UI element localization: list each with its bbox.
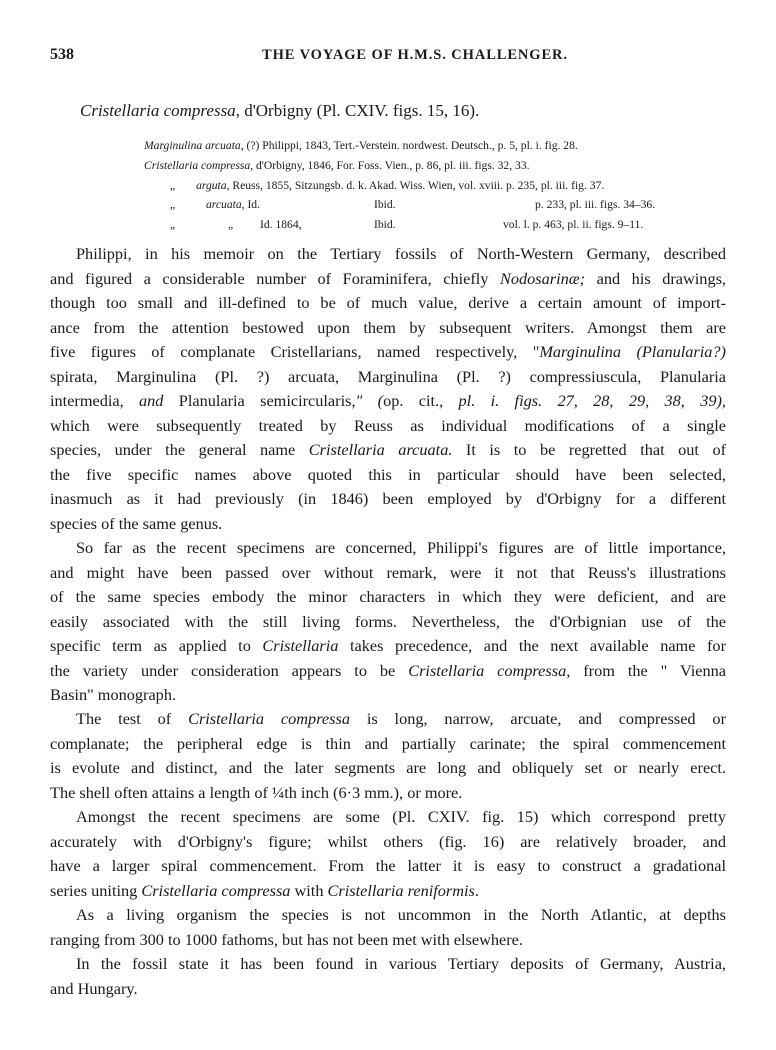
species-heading (80, 101, 479, 121)
text-line (50, 854, 726, 879)
text-line (50, 707, 726, 732)
text-run: intermedia, (50, 391, 124, 410)
ditto-mark: „ (228, 218, 234, 231)
synonym-name: Marginulina arcuata (144, 139, 241, 152)
synonym-citation: Id. 1864, (260, 218, 302, 231)
paragraph (50, 952, 726, 1001)
ibid-label: Ibid. (374, 218, 396, 231)
text-line (50, 903, 726, 928)
text-run: species of the same genus. (50, 513, 223, 533)
text-line (50, 805, 726, 830)
text-line (50, 267, 726, 292)
synonym-name: arguta (196, 179, 227, 192)
text-run: As a living organism the species is not uncommon in the North Atlantic, at depths (76, 905, 726, 924)
text-run: So far as the recent specimens are concerned, Philippi's figures are of little importance, (76, 538, 726, 557)
text-line (50, 732, 726, 757)
text-line (50, 561, 726, 586)
species-name: Cristellaria compressa (80, 101, 236, 120)
text-line (50, 340, 726, 365)
text-run: and Hungary. (50, 978, 138, 998)
text-run: is evolute and distinct, and the later segments are long and obliquely set or nearly erect. (50, 758, 726, 777)
ditto-mark: „ (170, 179, 176, 192)
synonym-citation: , Id. (241, 198, 260, 211)
text-run: The shell often attains a length of ¼th inch (6·3 mm.), or more. (50, 782, 463, 802)
text-run: with (290, 880, 328, 900)
italic-text: Cristellaria compressa (141, 880, 291, 900)
italic-text: Cristellaria compressa, (408, 660, 571, 680)
text-line (50, 756, 726, 781)
text-line (50, 634, 726, 659)
italic-text: Marginulina (Planularia?) (539, 342, 726, 361)
ditto-mark: „ (170, 198, 176, 211)
synonym-citation: , d'Orbigny, 1846, For. Foss. Vien., p. 86, pl. iii. figs. 32, 33. (250, 159, 530, 172)
text-line (50, 928, 726, 953)
synonym-entry (170, 198, 726, 214)
text-run: complanate; the peripheral edge is thin and partially carinate; the spiral commencement (50, 733, 726, 753)
text-line (50, 879, 726, 904)
text-run: Basin" monograph. (50, 685, 177, 704)
text-run: series uniting (50, 880, 142, 900)
text-line (50, 242, 726, 267)
text-run: op. cit. (383, 391, 440, 410)
paragraph (50, 903, 726, 952)
synonym-reference: p. 233, pl. iii. figs. 34–36. (535, 198, 656, 211)
text-line (50, 487, 726, 512)
text-line (50, 830, 726, 855)
text-run: have a larger spiral commencement. From the latter it is easy to construct a gradational (50, 856, 726, 875)
italic-text: and (123, 391, 179, 410)
text-run: five figures of complanate Cristellarians, named respectively, " (50, 342, 540, 361)
italic-text: Cristellaria reniformis (327, 880, 475, 900)
synonym-entry (170, 218, 726, 234)
synonym-citation: , Reuss, 1855, Sitzungsb. d. k. Akad. Wiss. Wien, vol. xviii. p. 235, pl. iii. fig. 37. (226, 179, 605, 192)
paragraph (50, 707, 726, 805)
italic-text: Cristellaria arcuata. (308, 440, 453, 459)
italic-text: , pl. i. figs. 27, 28, 29, 38, 39), (439, 391, 726, 410)
page-header (50, 46, 726, 68)
ibid-label: Ibid. (374, 198, 396, 211)
text-run: Planularia semicircularis, (178, 391, 356, 410)
text-run: which were subsequently treated by Reuss as individual modifications of a single (50, 415, 726, 435)
text-run: Philippi, in his memoir on the Tertiary fossils of North-Western Germany, described (76, 244, 726, 263)
synonym-entry (170, 179, 604, 192)
synonym-citation: , (?) Philippi, 1843, Tert.-Verstein. nordwest. Deutsch., p. 5, pl. i. fig. 28. (240, 139, 578, 152)
text-line (50, 659, 726, 684)
synonym-entry (144, 139, 578, 152)
text-run: species, under the general name (50, 440, 309, 459)
italic-text: " ( (355, 391, 384, 410)
text-run: inasmuch as it had previously (in 1846) been employed by d'Orbigny for a different (50, 489, 726, 508)
text-line (50, 389, 726, 414)
text-run: In the fossil state it has been found in various Tertiary deposits of Germany, Austria, (76, 954, 726, 973)
page-number: 538 (50, 46, 74, 63)
text-run: of the same species embody the minor characters in which they were deficient, and are (50, 587, 726, 606)
text-run: specific term as applied to (50, 636, 263, 655)
text-line (50, 536, 726, 561)
italic-text: Cristellaria compressa (188, 709, 350, 728)
text-line (50, 365, 726, 390)
text-run: spirata, Marginulina (Pl. ?) arcuata, Marginulina (Pl. ?) compressiuscula, Planularia (50, 366, 726, 386)
text-run: accurately with d'Orbigny's figure; whilst others (fig. 16) are relatively broader, and (50, 831, 726, 851)
text-run: Amongst the recent specimens are some (Pl. CXIV. fig. 15) which correspond pretty (76, 807, 726, 826)
text-line (50, 512, 726, 537)
text-run: ranging from 300 to 1000 fathoms, but has not been met with elsewhere. (50, 929, 523, 949)
text-run: and figured a considerable number of Foraminifera, chiefly (50, 268, 501, 288)
paragraph (50, 536, 726, 708)
synonym-name: Cristellaria compressa (144, 159, 251, 172)
text-run: ance from the attention bestowed upon them by subsequent writers. Amongst them are (50, 317, 726, 337)
text-line (50, 438, 726, 463)
paragraph (50, 805, 726, 903)
text-line (50, 683, 726, 708)
text-line (50, 291, 726, 316)
text-run: from the " Vienna (570, 660, 726, 680)
text-line (50, 952, 726, 977)
text-run: is long, narrow, arcuate, and compressed or (349, 709, 726, 728)
text-run: It is to be regretted that out of (452, 440, 727, 459)
text-run: the five specific names above quoted this in particular should have been selected, (50, 464, 726, 484)
text-run: . (474, 880, 479, 900)
text-run: and his drawings, (585, 268, 726, 288)
text-line (50, 414, 726, 439)
text-line (50, 316, 726, 341)
text-line (50, 585, 726, 610)
text-line (50, 463, 726, 488)
italic-text: Nodosarinæ; (500, 268, 586, 288)
species-authority: , d'Orbigny (Pl. CXIV. figs. 15, 16). (235, 101, 480, 120)
synonym-name: arcuata (206, 198, 242, 211)
ditto-mark: „ (170, 218, 176, 231)
running-title: THE VOYAGE OF H.M.S. CHALLENGER. (262, 47, 568, 63)
paragraph (50, 242, 726, 536)
synonym-entry (144, 159, 530, 172)
synonym-reference: vol. l. p. 463, pl. ii. figs. 9–11. (503, 218, 644, 231)
text-line (50, 610, 726, 635)
text-run: though too small and ill-defined to be of much value, derive a certain amount of import- (50, 293, 726, 312)
text-run: takes precedence, and the next available name for (338, 636, 726, 655)
text-run: The test of (76, 709, 189, 728)
text-run: and might have been passed over without remark, were it not that Reuss's illustrations (50, 562, 726, 582)
text-line (50, 977, 726, 1002)
italic-text: Cristellaria (262, 636, 339, 655)
text-line (50, 781, 726, 806)
text-run: easily associated with the still living forms. Nevertheless, the d'Orbignian use of the (50, 611, 726, 631)
text-run: the variety under consideration appears to be (50, 660, 409, 680)
